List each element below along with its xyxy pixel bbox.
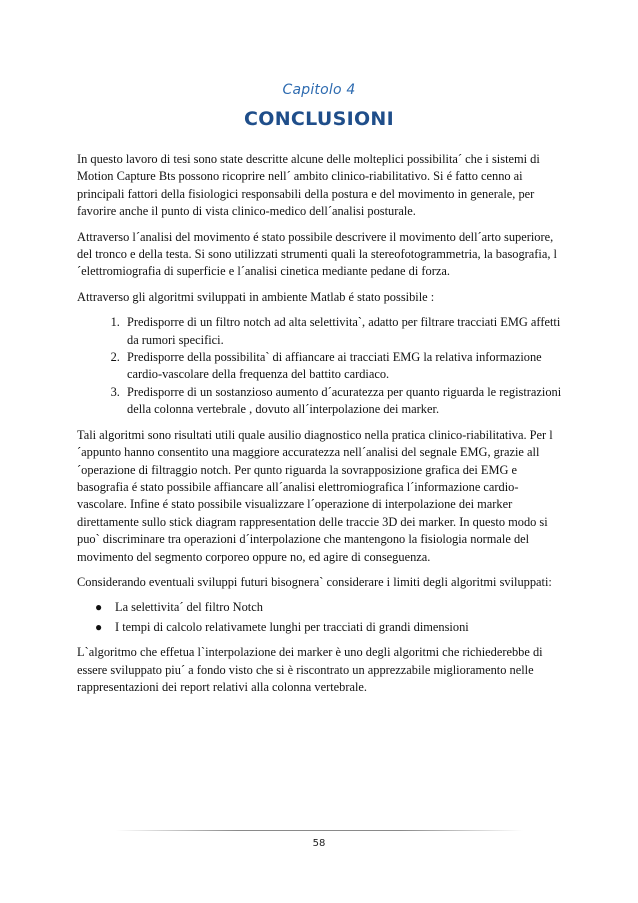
page-body — [77, 151, 567, 704]
list-item: 1. Predisporre di un filtro notch ad alta selettivita`, adatto per filtrare tracciati EMG affetti da rumori specifici. — [123, 314, 567, 349]
limitations-bullet-list — [77, 599, 567, 636]
paragraph-motion-analysis: Attraverso l´analisi del movimento é stato possibile descrivere il movimento dell´arto superiore, del tronco e della testa. Si sono utilizzati strumenti quali la stereofotogrammetria, la basografia, l´elettromiografia di superficie e l´analisi cinetica mediante pedane di forza. — [77, 229, 557, 279]
list-item-text: I tempi di calcolo relativamete lunghi per tracciati di grandi dimensioni — [115, 619, 469, 634]
list-item-text: La selettivita´ del filtro Notch — [115, 600, 263, 615]
chapter-label: Capitolo 4 — [282, 82, 356, 98]
paragraph-closing: L`algoritmo che effetua l`interpolazione dei marker è uno degli algoritmi che richiederebbe di essere sviluppato piu´ a fondo visto che si è riscontrato un apprezzabile miglioramento nelle rappresentazioni dei report relativi alla colonna vertebrale. — [77, 645, 543, 694]
bullet-icon: ● — [95, 600, 103, 615]
chapter-title: CONCLUSIONI — [244, 108, 394, 130]
footer-divider — [115, 830, 523, 831]
paragraph-intro: In questo lavoro di tesi sono state descritte alcune delle molteplici possibilita´ che i sistemi di Motion Capture Bts possono ricoprire nell´ ambito clinico-riabilitativo. Si é fatto cenno ai principali fattori della fisiologici responsabili della postura e del movimento in generale, per favorire anche il punto di vista clinico-medico dell´analisi posturale. — [77, 152, 540, 219]
list-item: 3. Predisporre di un sostanzioso aumento d´acuratezza per quanto riguarda le registrazioni della colonna vertebrale , dovuto all´interpolazione dei marker. — [123, 384, 567, 419]
paragraph-algorithms-intro: Attraverso gli algoritmi sviluppati in ambiente Matlab é stato possibile : — [77, 289, 435, 304]
paragraph-results: Tali algoritmi sono risultati utili quale ausilio diagnostico nella pratica clinico-riabilitativa. Per l´appunto hanno consentito una maggiore accuratezza nell´analisi del segnale EMG, grazie all´operazione di filtraggio notch. Per qunto riguarda la sovrapposizione grafica dei EMG e basografia é stato possibile affiancare all´analisi elettromiografica l´informazione cardio-vascolare. Infine é stato possibile visualizzare l´operazione di interpolazione dei marker direttamente sullo stick diagram rappresentation delle traccie 3D dei marker. In questo modo si puo` discriminare tra operazioni d´interpolazione che mantengono la fisiologia normale del movimento del segmento corporeo oppure no, ed agire di conseguenza. — [77, 427, 553, 564]
bullet-icon: ● — [95, 619, 103, 634]
list-item — [95, 599, 567, 616]
list-item — [95, 619, 567, 636]
results-numbered-list — [77, 314, 567, 418]
list-item: 2. Predisporre della possibilita` di affiancare ai tracciati EMG la relativa informazione cardio-vascolare della frequenza del battito cardiaco. — [123, 349, 567, 384]
paragraph-future-work: Considerando eventuali sviluppi futuri bisognera` considerare i limiti degli algoritmi sviluppati: — [77, 574, 552, 589]
page-number: 58 — [312, 838, 326, 849]
